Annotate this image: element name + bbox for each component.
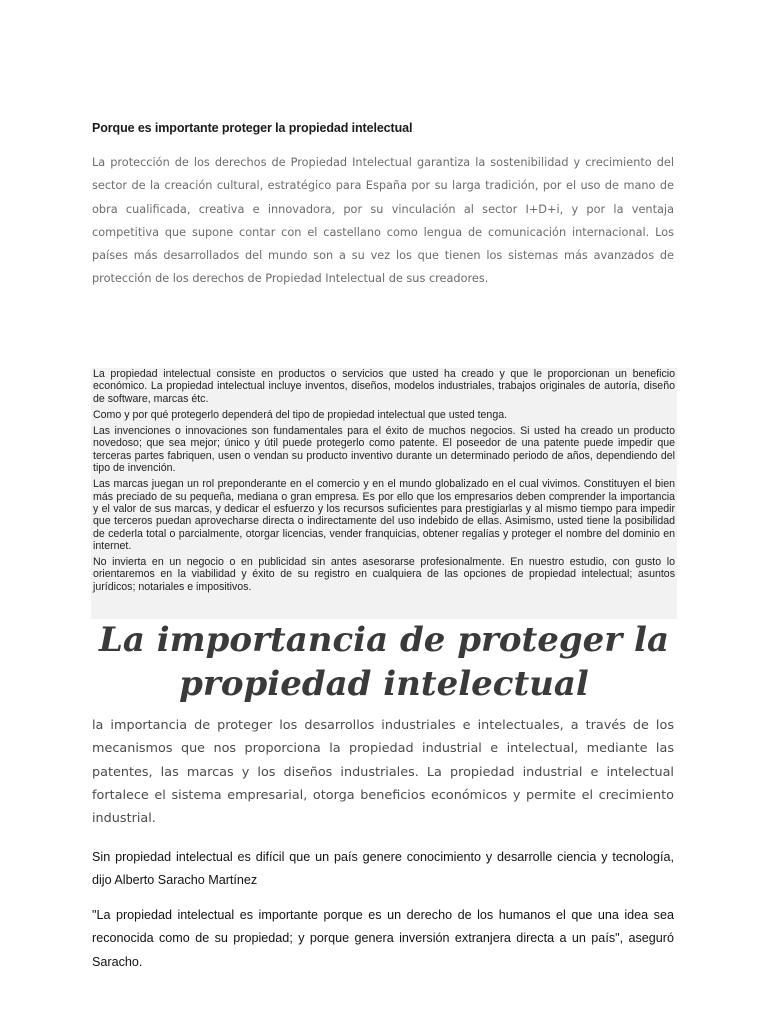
body-paragraph-importance: la importancia de proteger los desarrollos industriales e intelectuales, a través de los mecanismos que nos proporciona la propiedad industrial e intelectual, mediante las patentes, las marcas y los diseños industriales. La propiedad industrial e intelectual fortalece el sistema empresarial, otorga beneficios económicos y permite el crecimiento industrial. bbox=[92, 718, 674, 827]
box-paragraph-3: Las invenciones o innovaciones son fundamentales para el éxito de muchos negocios. Si usted ha creado un producto novedoso; que sea mejor; único y útil puede protegerlo como patente. El poseedor de una patente puede impedir que terceras partes fabriquen, usen o vendan su producto inventivo durante un determinado periodo de años, dependiendo del tipo de invención. bbox=[93, 425, 675, 475]
box-paragraph-5: No invierta en un negocio o en publicidad sin antes asesorarse profesionalmente. En nuestro estudio, con gusto lo orientaremos en la viabilidad y éxito de su registro en cualquiera de las opciones de propiedad intelectual; asuntos jurídicos; notariales e impositivos. bbox=[93, 556, 675, 593]
main-title: La importancia de proteger la propiedad intelectual bbox=[98, 620, 669, 704]
section-heading: Porque es importante proteger la propiedad intelectual bbox=[92, 121, 413, 135]
body-paragraph-quote: "La propiedad intelectual es importante porque es un derecho de los humanos el que una idea sea reconocida como de su propiedad; y porque genera inversión extranjera directa a un país", aseguró Saracho. bbox=[92, 908, 674, 969]
box-paragraph-2: Como y por qué protegerlo dependerá del tipo de propiedad intelectual que usted tenga. bbox=[93, 408, 508, 421]
highlighted-text-box bbox=[91, 368, 677, 619]
box-paragraph-1: La propiedad intelectual consiste en productos o servicios que usted ha creado y que le proporcionan un beneficio económico. La propiedad intelectual incluye inventos, diseños, modelos industriales, trabajos originales de autoría, diseño de software, marcas étc. bbox=[93, 368, 675, 405]
intro-paragraph: La protección de los derechos de Propiedad Intelectual garantiza la sostenibilidad y crecimiento del sector de la creación cultural, estratégico para España por su larga tradición, por el uso de mano de obra cualificada, creativa e innovadora, por su vinculación al sector I+D+i, y por la ventaja competitiva que supone contar con el castellano como lengua de comunicación internacional. Los países más desarrollados del mundo son a su vez los que tienen los sistemas más avanzados de protección de los derechos de Propiedad Intelectual de sus creadores. bbox=[92, 156, 674, 286]
box-paragraph-4: Las marcas juegan un rol preponderante en el comercio y en el mundo globalizado en el cual vivimos. Constituyen el bien más preciado de su pequeña, mediana o gran empresa. Es por ello que los empresarios deben comprender la importancia y el valor de sus marcas, y dedicar el esfuerzo y los recursos suficientes para prestigiarlas y al mismo tiempo para impedir que terceros puedan aprovecharse directa o indirectamente del uso indebido de ellas. Asimismo, usted tiene la posibilidad de cederla total o parcialmente, otorgar licencias, vender franquicias, obtener regalías y proteger el nombre del dominio en internet. bbox=[93, 478, 675, 552]
body-paragraph-quote-intro: Sin propiedad intelectual es difícil que un país genere conocimiento y desarrolle ciencia y tecnología, dijo Alberto Saracho Martínez bbox=[92, 850, 674, 888]
